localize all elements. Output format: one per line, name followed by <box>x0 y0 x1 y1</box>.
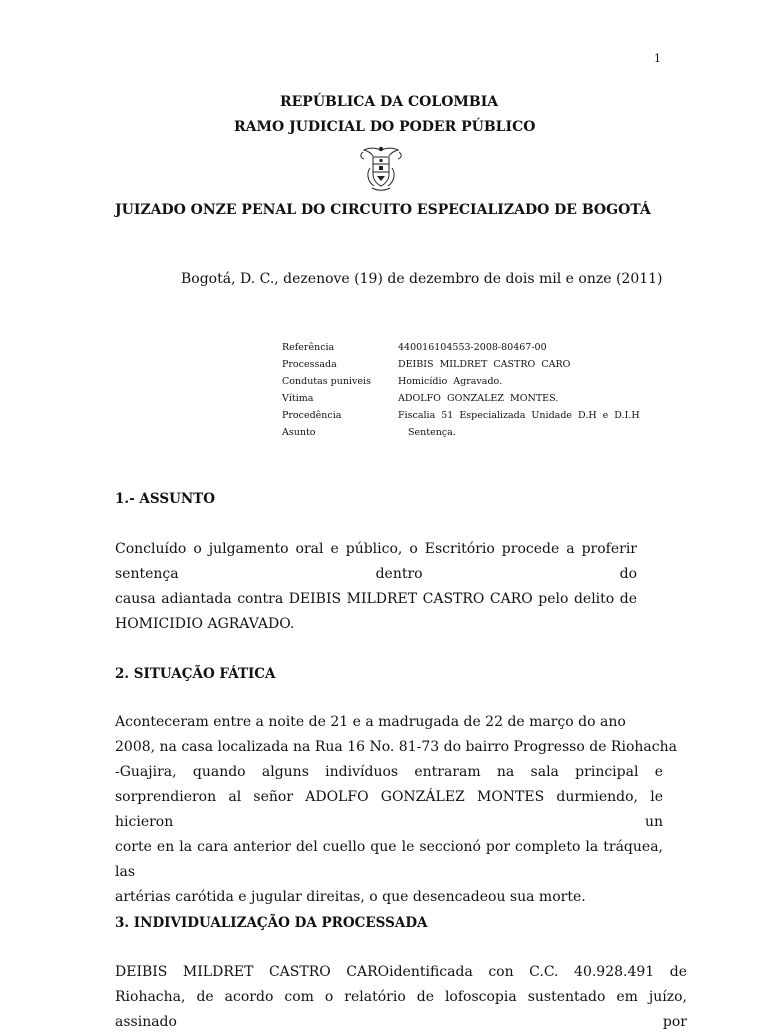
reference-label: Asunto <box>282 427 316 438</box>
paragraph-line: 2008, na casa localizada na Rua 16 No. 81-73 do bairro Progresso de Riohacha <box>115 739 677 755</box>
reference-label: Referência <box>282 342 335 353</box>
reference-row <box>282 356 640 373</box>
reference-label: Condutas puniveis <box>282 376 371 387</box>
section-paragraph-facts <box>115 710 677 910</box>
paragraph-line: Aconteceram entre a noite de 21 e a madrugada de 22 de março do ano <box>115 714 626 730</box>
colombia-coat-of-arms-icon <box>358 144 404 194</box>
reference-row <box>282 373 640 390</box>
paragraph-line: -Guajira, quando alguns indivíduos entraram na sala principal e <box>115 764 663 780</box>
section-paragraph-subject <box>115 537 637 637</box>
reference-row <box>282 390 640 407</box>
reference-table <box>282 339 640 441</box>
court-heading: JUIZADO ONZE PENAL DO CIRCUITO ESPECIALIZADO DE BOGOTÁ <box>115 202 651 218</box>
reference-label: Vítima <box>282 393 314 404</box>
reference-value: ADOLFO GONZALEZ MONTES. <box>398 393 559 404</box>
reference-label: Processada <box>282 359 337 370</box>
reference-value: Sentença. <box>408 427 456 438</box>
paragraph-line: DEIBIS MILDRET CASTRO CAROidentificada con C.C. 40.928.491 de <box>115 964 687 980</box>
judicial-branch-heading: RAMO JUDICIAL DO PODER PÚBLICO <box>234 119 536 135</box>
paragraph-line: corte en la cara anterior del cuello que le seccionó por completo la tráquea, las <box>115 839 663 880</box>
paragraph-line: Riohacha, de acordo com o relatório de lofoscopia sustentado em juízo, assinado por <box>115 989 687 1030</box>
paragraph-line: Concluído o julgamento oral e público, o Escritório procede a proferir sentença dentro do <box>115 541 637 582</box>
reference-value: Fiscalia 51 Especializada Unidade D.H e D.I.H <box>398 410 640 421</box>
reference-value: Homicídio Agravado. <box>398 376 503 387</box>
reference-value: 440016104553-2008-80467-00 <box>398 342 547 353</box>
reference-row <box>282 339 640 356</box>
reference-value: DEIBIS MILDRET CASTRO CARO <box>398 359 571 370</box>
section-heading-facts: 2. SITUAÇÃO FÁTICA <box>115 666 276 682</box>
paragraph-line: artérias carótida e jugular direitas, o que desencadeou sua morte. <box>115 889 586 905</box>
section-heading-subject: 1.- ASSUNTO <box>115 491 215 507</box>
paragraph-line: causa adiantada contra DEIBIS MILDRET CASTRO CARO pelo delito de <box>115 591 637 607</box>
paragraph-line: sorprendieron al señor ADOLFO GONZÁLEZ MONTES durmiendo, le hicieron un <box>115 789 663 830</box>
reference-row <box>282 407 640 424</box>
date-line: Bogotá, D. C., dezenove (19) de dezembro de dois mil e onze (2011) <box>181 271 663 287</box>
paragraph-line: HOMICIDIO AGRAVADO. <box>115 616 295 632</box>
reference-row <box>282 424 640 441</box>
section-heading-individualization: 3. INDIVIDUALIZAÇÃO DA PROCESSADA <box>115 915 428 931</box>
page-number: 1 <box>654 52 661 65</box>
reference-label: Procedência <box>282 410 342 421</box>
country-heading: REPÚBLICA DA COLOMBIA <box>280 94 499 110</box>
